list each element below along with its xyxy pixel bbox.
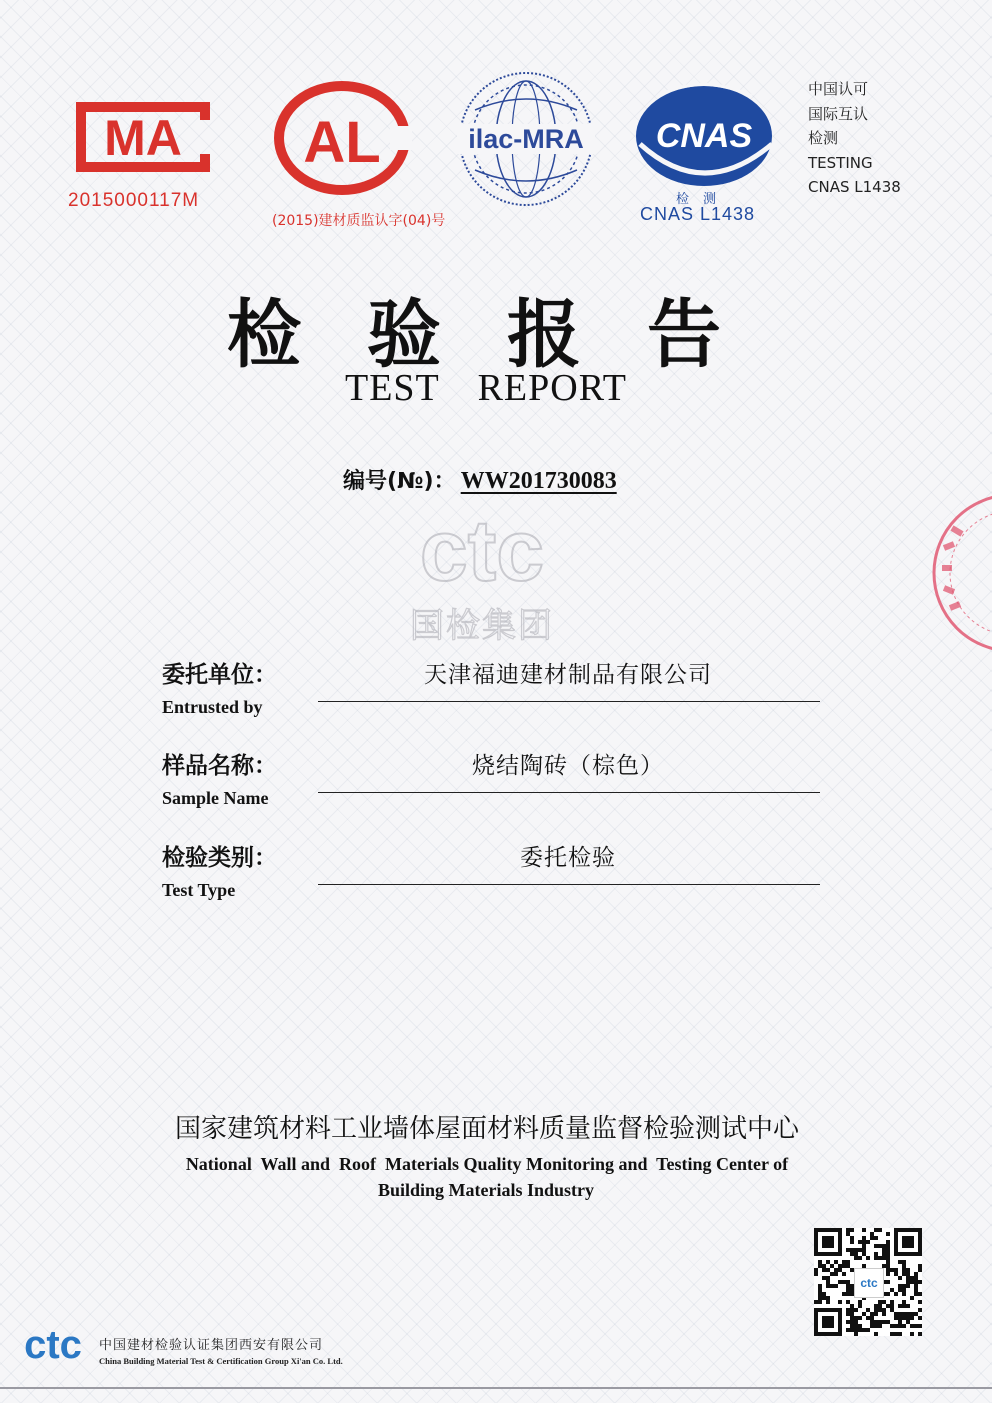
field-label-cn: 检验类别：	[162, 845, 277, 871]
ctc-logo-icon	[20, 1324, 86, 1364]
field-value: 烧结陶砖（棕色）	[472, 753, 664, 779]
qr-center-logo: ctc	[854, 1268, 884, 1298]
field-underline	[318, 792, 820, 793]
issuer-name-en-line1: National Wall and Roof Materials Quality Monitoring and Testing Center of	[185, 1154, 789, 1174]
ctc-watermark	[396, 510, 568, 645]
side-text-line: TESTING	[808, 153, 873, 172]
report-number-label: 编号(№)：	[343, 469, 456, 494]
side-text-line: 中国认可	[808, 80, 869, 98]
issuer-name-cn: 国家建筑材料工业墙体屋面材料质量监督检验测试中心	[174, 1114, 799, 1144]
footer-company-en: China Building Material Test & Certification Group Xi'an Co. Ltd.	[99, 1356, 343, 1366]
cma-mark-text: MA	[104, 110, 182, 166]
report-title-en: TEST REPORT	[345, 367, 627, 409]
field-label-cn: 委托单位：	[162, 662, 277, 688]
ilac-mra-logo	[455, 68, 597, 210]
side-text-line: 国际互认	[808, 104, 869, 123]
field-underline	[318, 884, 820, 885]
cma-mark-icon	[68, 92, 218, 182]
field-label-en: Sample Name	[162, 788, 269, 808]
field-underline	[318, 701, 820, 702]
ctc-footer-logo-text: ctc	[24, 1324, 82, 1364]
field-entrusted-by	[162, 656, 822, 718]
official-stamp	[930, 488, 992, 658]
side-text-line: 检测	[808, 129, 839, 147]
ctc-watermark-icon	[396, 510, 568, 590]
cnas-label-cn: 检测	[676, 192, 731, 207]
field-label-en: Test Type	[162, 880, 236, 900]
seal-stamp-icon	[930, 488, 992, 658]
cma-logo	[68, 92, 218, 192]
field-test-type	[162, 839, 822, 901]
ctc-footer-logo	[20, 1324, 86, 1364]
report-number	[343, 464, 617, 495]
report-title-cn: 检验报告	[227, 292, 787, 378]
ctc-watermark-mark: ctc	[419, 510, 545, 590]
cal-code: (2015)建材质监认字(04)号	[272, 213, 446, 229]
side-text-line: CNAS L1438	[808, 178, 901, 196]
field-label-en: Entrusted by	[162, 697, 263, 717]
report-number-value: WW201730083	[460, 468, 617, 494]
ilac-mark-text: ilac-MRA	[468, 124, 584, 154]
cal-mark-icon	[272, 80, 412, 200]
cnas-mark-text: CNAS	[655, 117, 753, 155]
cal-mark-text: AL	[303, 110, 381, 175]
qr-code	[814, 1228, 922, 1336]
cnas-side-text	[808, 77, 901, 200]
cal-logo	[272, 80, 412, 200]
issuer-name-en-line2: Building Materials Industry	[377, 1180, 595, 1200]
cnas-mark-icon	[632, 82, 777, 197]
cnas-logo	[632, 82, 777, 197]
ilac-globe-icon	[455, 68, 597, 210]
page-bottom-rule	[0, 1387, 992, 1389]
cnas-code: CNAS L1438	[640, 204, 756, 224]
field-value: 委托检验	[520, 845, 616, 871]
field-value: 天津福迪建材制品有限公司	[424, 662, 712, 688]
cma-code: 2015000117M	[68, 190, 200, 211]
footer-company-cn: 中国建材检验认证集团西安有限公司	[99, 1338, 324, 1353]
ctc-watermark-text: 国检集团	[410, 606, 554, 646]
field-label-cn: 样品名称：	[162, 753, 277, 779]
field-sample-name	[162, 747, 822, 809]
